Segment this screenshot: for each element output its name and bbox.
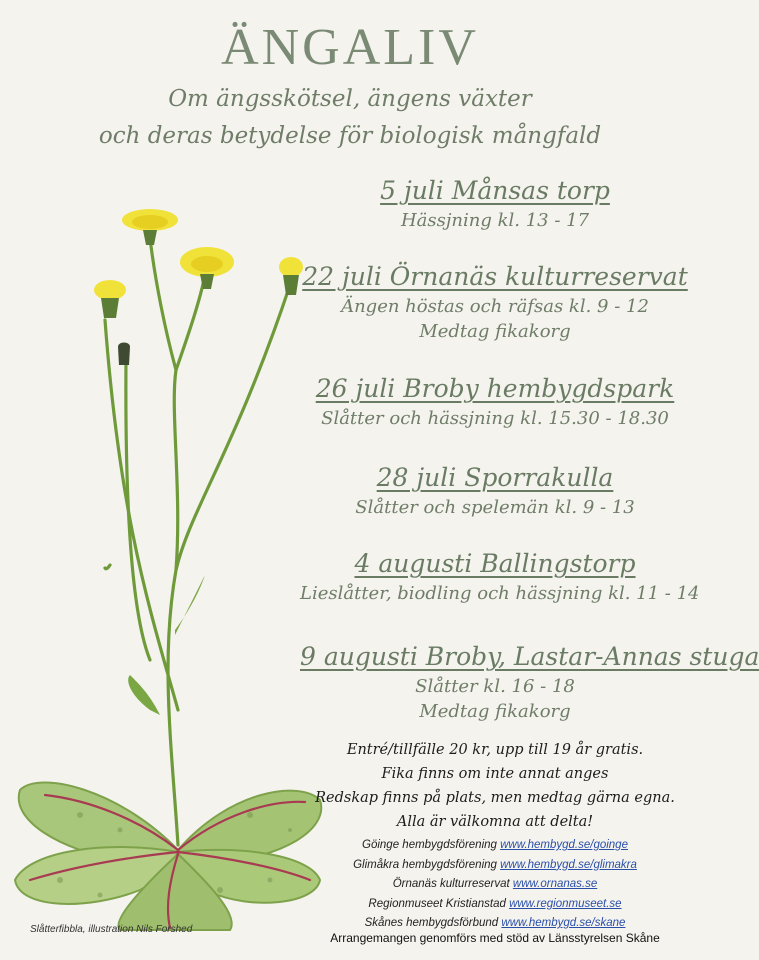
event-2 (300, 260, 690, 344)
event-heading: 26 juli Broby hembygdspark (315, 374, 675, 403)
organizations-list (300, 836, 690, 934)
event-heading: 9 augusti Broby, Lastar-Annas stuga (300, 642, 759, 671)
event-detail: Medtag fikakorg (419, 701, 571, 722)
organization-name: Göinge hembygdsförening (362, 839, 497, 851)
event-detail: Ängen höstas och räfsas kl. 9 - 12 (341, 296, 649, 317)
event-3 (300, 372, 690, 431)
poster-title: ÄNGALIV (221, 19, 479, 76)
organization-row (300, 895, 690, 915)
subtitle-line-1: Om ängsskötsel, ängens växter (168, 86, 532, 112)
event-1 (300, 174, 690, 233)
organization-name: Glimåkra hembygdsförening (353, 858, 497, 871)
organization-link[interactable]: www.regionmuseet.se (509, 897, 622, 910)
footer-text: Arrangemangen genomförs med stöd av Länsstyrelsen Skåne (330, 931, 660, 945)
organization-name: Örnanäs kulturreservat (392, 878, 510, 890)
event-detail: Slåtter och spelemän kl. 9 - 13 (355, 497, 635, 518)
event-detail: Lieslåtter, biodling och hässjning kl. 11 - 14 (300, 583, 700, 604)
event-4 (300, 461, 690, 520)
organization-link[interactable]: www.hembygd.se/goinge (500, 839, 628, 851)
illustration-credit: Slåtterfibbla, illustration Nils Forshed (30, 924, 193, 935)
event-5 (300, 547, 700, 606)
organization-link[interactable]: www.hembygd.se/skane (501, 917, 626, 929)
organization-name: Skånes hembygdsförbund (364, 917, 499, 929)
plant-illustration (0, 190, 330, 930)
event-detail: Hässjning kl. 13 - 17 (400, 210, 590, 231)
event-heading: 5 juli Månsas torp (380, 176, 610, 205)
leaf-rosette (15, 783, 321, 931)
event-heading: 4 augusti Ballingstorp (354, 549, 636, 578)
info-line: Entré/tillfälle 20 kr, upp till 19 år gratis. (346, 742, 644, 758)
event-detail: Medtag fikakorg (419, 321, 571, 342)
event-detail: Slåtter kl. 16 - 18 (415, 676, 575, 697)
info-line: Redskap finns på plats, men medtag gärna egna. (315, 790, 675, 806)
organization-link[interactable]: www.hembygd.se/glimakra (500, 858, 637, 871)
info-block (310, 738, 680, 834)
organization-name: Regionmuseet Kristianstad (368, 897, 506, 910)
organization-link[interactable]: www.ornanas.se (512, 878, 598, 890)
info-line: Fika finns om inte annat anges (381, 766, 609, 782)
info-line: Alla är välkomna att delta! (396, 814, 594, 830)
event-6 (300, 640, 759, 724)
event-detail: Slåtter och hässjning kl. 15.30 - 18.30 (321, 408, 669, 429)
subtitle-line-2: och deras betydelse för biologisk mångfald (98, 123, 602, 149)
event-heading: 28 juli Sporrakulla (376, 463, 614, 492)
organization-row (300, 856, 690, 876)
organization-row (300, 875, 690, 895)
organization-row (300, 836, 690, 856)
event-heading: 22 juli Örnanäs kulturreservat (302, 262, 688, 291)
